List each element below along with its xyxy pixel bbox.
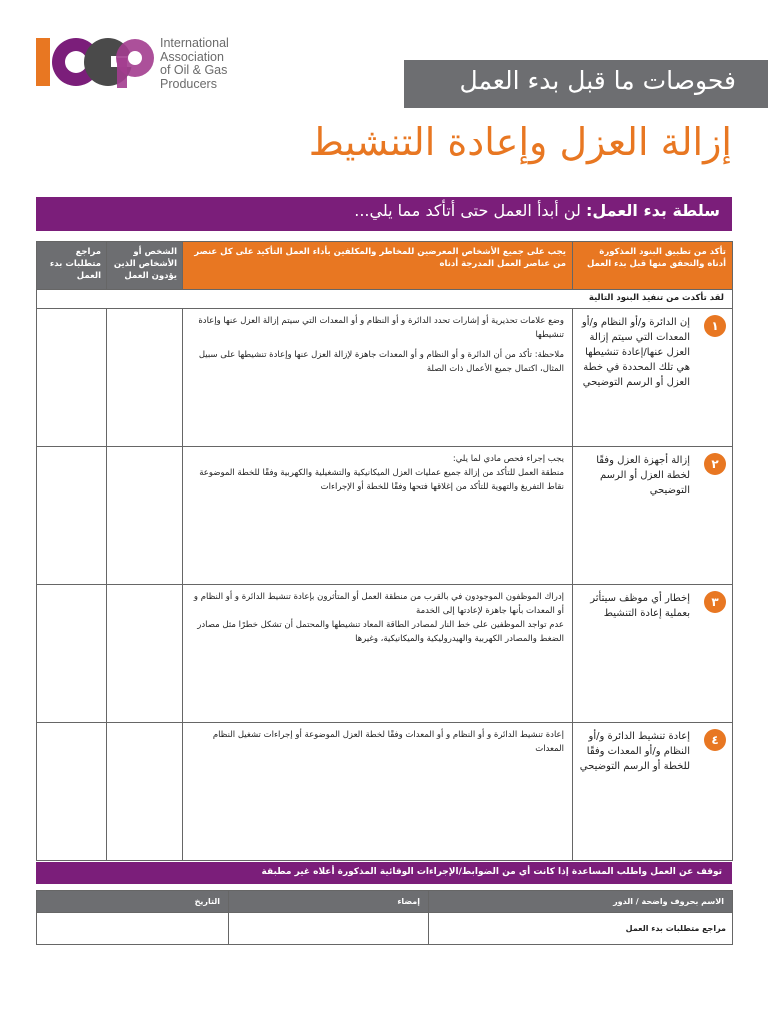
page-title: إزالة العزل وإعادة التنشيط (308, 120, 732, 164)
item-cell (573, 309, 733, 447)
table-row (37, 585, 733, 723)
detail-text: يجب إجراء فحص مادي لما يلي: (452, 454, 564, 464)
reviewer-cell[interactable] (37, 723, 107, 861)
header-reviewer: مراجع متطلبات بدء العمل (37, 242, 107, 290)
step-number-badge: ٢ (704, 453, 726, 475)
persons-cell[interactable] (107, 309, 183, 447)
table-row (37, 309, 733, 447)
header-name-role: الاسم بحروف واضحة / الدور (429, 891, 733, 913)
item-text: إعادة تنشيط الدائرة و/أو النظام و/أو المعدات وفقًا للخطة أو الرسم التوضيحي (579, 731, 690, 772)
item-text: إزالة أجهزة العزل وفقًا لخطة العزل أو الرسم التوضيحي (596, 455, 690, 496)
item-text: إخطار أي موظف سيتأثر بعملية إعادة التنشيط (590, 593, 690, 619)
table-row (37, 723, 733, 861)
reviewer-label: مراجع متطلبات بدء العمل (625, 924, 726, 933)
detail-text: ملاحظة: تأكد من أن الدائرة و أو النظام و أو المعدات جاهزة لإزالة العزل عنها وإعادة تنشيطها على سبيل المثال، اكتمال جميع الأعمال ذات الصلة (198, 350, 564, 374)
authority-label: سلطة بدء العمل: (585, 201, 720, 220)
signature-field[interactable] (229, 913, 429, 945)
step-number-badge: ٤ (704, 729, 726, 751)
authority-bar (36, 197, 732, 231)
reviewer-cell[interactable] (37, 585, 107, 723)
item-cell (573, 723, 733, 861)
item-cell (573, 447, 733, 585)
header-bar (404, 60, 768, 108)
detail-text: إدراك الموظفون الموجودون في بالقرب من منطقة العمل أو المتأثرون بإعادة تنشيط الدائرة و أو النظام و أو المعدات بأنها جاهزة لإعادتها إلى الخدمة (193, 592, 564, 616)
detail-text: منطقة العمل للتأكد من إزالة جميع عمليات العزل الميكانيكية والتشغيلية والكهربية وفقًا للخطة الموضوعة (199, 468, 564, 478)
header-signature: إمضاء (229, 891, 429, 913)
detail-text: عدم تواجد الموظفين على خط النار لمصادر الطاقة المعاد تنشيطها والمحتمل أن تشكل خطرًا مثل مصادر الضغط والمصادر الكهربية والهيدروليكية والميكانيكية، وغيرها (197, 620, 564, 644)
detail-text: نقاط التفريغ والتهوية للتأكد من إغلاقها فتحها وفقًا للخطة أو الإجراءات (320, 482, 564, 492)
reviewer-name-field[interactable] (429, 913, 733, 945)
subheader: لقد تأكدت من تنفيذ البنود التالية (37, 290, 733, 309)
persons-cell[interactable] (107, 723, 183, 861)
reviewer-cell[interactable] (37, 309, 107, 447)
item-text: إن الدائرة و/أو النظام و/أو المعدات التي سيتم إزالة العزل عنها/إعادة تنشيطها هي تلك المحددة في خطة العزل أو الرسم التوضيحي (581, 317, 690, 388)
table-row (37, 447, 733, 585)
checklist-table (36, 241, 733, 861)
header-persons: الشخص أو الأشخاص الذين يؤدون العمل (107, 242, 183, 290)
requirement-cell (183, 723, 573, 861)
requirement-cell (183, 585, 573, 723)
step-number-badge: ١ (704, 315, 726, 337)
requirement-cell (183, 309, 573, 447)
authority-text: لن أبدأ العمل حتى أتأكد مما يلي... (354, 201, 581, 220)
header-requirement: يجب على جميع الأشخاص المعرضين للمخاطر والمكلفين بأداء العمل التأكيد على كل عنصر من عناصر العمل المدرجة أدناه (183, 242, 573, 290)
persons-cell[interactable] (107, 585, 183, 723)
logo-text: International Association of Oil & Gas Producers (160, 36, 229, 91)
step-number-badge: ٣ (704, 591, 726, 613)
signature-table (36, 890, 733, 945)
header-date: التاريخ (37, 891, 229, 913)
header-title: فحوصات ما قبل بدء العمل (459, 66, 736, 95)
persons-cell[interactable] (107, 447, 183, 585)
reviewer-cell[interactable] (37, 447, 107, 585)
detail-text: وضع علامات تحذيرية أو إشارات تحدد الدائرة و أو النظام و أو المعدات التي سيتم إزالة العزل عنها وإعادة تنشيطها (198, 316, 564, 340)
requirement-cell (183, 447, 573, 585)
detail-text: إعادة تنشيط الدائرة و أو النظام و أو المعدات وفقًا لخطة العزل الموضوعة أو إجراءات تشغيل النظام المعدات (212, 730, 564, 754)
item-cell (573, 585, 733, 723)
header-confirm: تأكد من تطبيق البنود المذكورة أدناه والتحقق منها قبل بدء العمل (573, 242, 733, 290)
stop-work-bar: توقف عن العمل واطلب المساعدة إذا كانت أي من الضوابط/الإجراءات الوقائية المذكورة أعلاه غير مطبقة (36, 862, 732, 884)
date-field[interactable] (37, 913, 229, 945)
